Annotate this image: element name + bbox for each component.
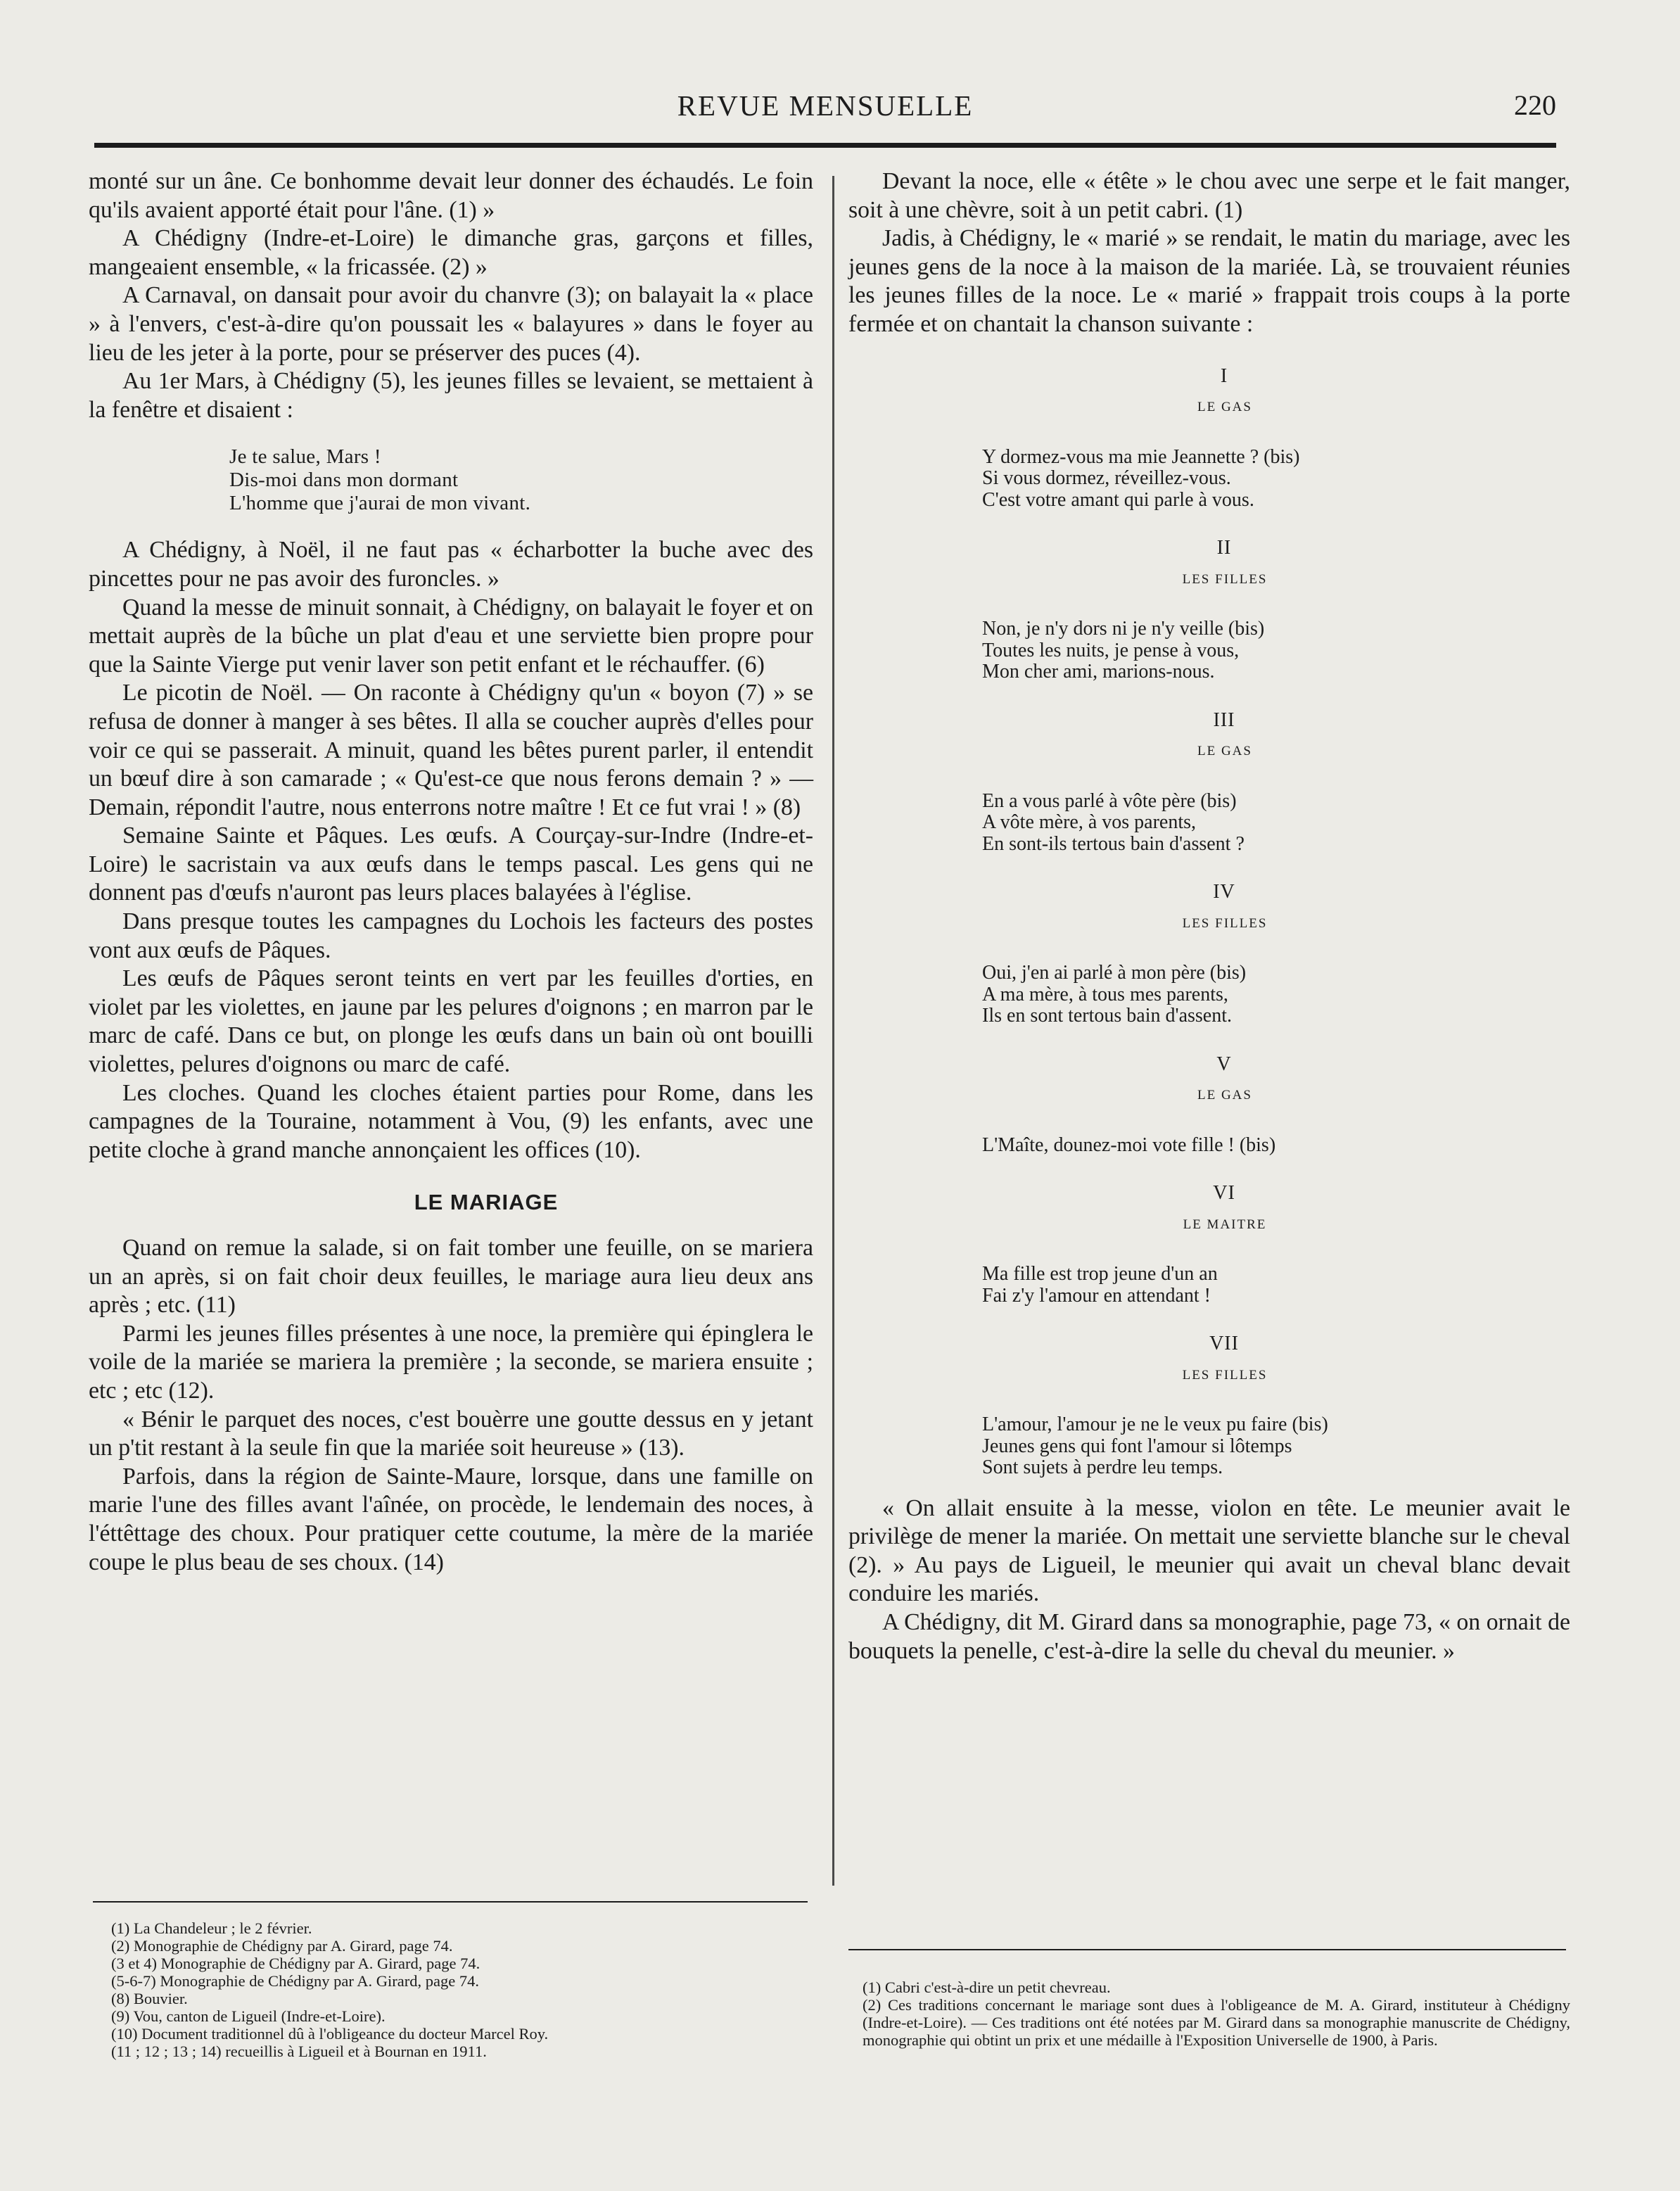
- stanza-number: IV: [1213, 881, 1235, 903]
- header-rule: [94, 143, 1556, 148]
- song-stanza: [848, 538, 1570, 683]
- song-line: Jeunes gens qui font l'amour si lôtemps: [982, 1435, 1292, 1457]
- paragraph: Parfois, dans la région de Sainte-Maure, lorsque, dans une famille on marie l'une des filles avant l'aînée, on procède, le lendemain des noces, à l'éttêttage des choux. Pour pratiquer cette coutume, la mère de la mariée coupe le plus beau de ses choux. (14): [89, 1463, 813, 1575]
- paragraph: Au 1er Mars, à Chédigny (5), les jeunes filles se levaient, se mettaient à la fenêtre et disaient :: [89, 368, 813, 423]
- stanza-speaker: LE GAS: [1197, 400, 1252, 415]
- stanza-number: V: [1216, 1053, 1232, 1075]
- paragraph: Les œufs de Pâques seront teints en vert par les feuilles d'orties, en violet par les violettes, en jaune par les pelures d'oignons ; en marron par le marc de café. Dans ce but, on plonge les œufs dans un bain où ont bouilli violettes, pelures d'oignons ou marc de café.: [89, 965, 813, 1078]
- stanza-number: VI: [1213, 1182, 1235, 1205]
- footnote: (11 ; 12 ; 13 ; 14) recueillis à Ligueil et à Bournan en 1911.: [111, 2043, 487, 2060]
- footnote-rule: [848, 1949, 1566, 1950]
- song-line: Si vous dormez, réveillez-vous.: [982, 467, 1231, 490]
- page-number: 220: [1514, 89, 1556, 121]
- paragraph: Jadis, à Chédigny, le « marié » se rendait, le matin du mariage, avec les jeunes gens de la noce à la maison de la mariée. Là, se trouvaient réunies les jeunes filles de la noce. Le « marié » frappait trois coups à la porte fermée et on chantait la chanson suivante :: [848, 225, 1570, 337]
- paragraph: Le picotin de Noël. — On raconte à Chédigny qu'un « boyon (7) » se refusa de donner à manger à ses bêtes. Il alla se coucher auprès d'elles pour voir ce qui se passerait. A minuit, quand les bêtes purent parler, il entendit un bœuf dire à son camarade ; « Qu'est-ce que nous ferons demain ? » — Demain, répondit l'autre, nous enterrons notre maître ! Et ce fut vrai ! » (8): [89, 680, 813, 820]
- paragraph: Semaine Sainte et Pâques. Les œufs. A Courçay-sur-Indre (Indre-et-Loire) le sacristain va aux œufs dans le temps pascal. Les gens qui ne donnent pas d'œufs n'auront pas leurs places balayées à l'église.: [89, 823, 813, 906]
- stanza-speaker: LES FILLES: [1182, 1367, 1268, 1383]
- footnote: (3 et 4) Monographie de Chédigny par A. Girard, page 74.: [111, 1955, 481, 1972]
- song-stanza: [848, 366, 1570, 512]
- footnote: (9) Vou, canton de Ligueil (Indre-et-Loire).: [111, 2007, 386, 2025]
- stanza-speaker: LE GAS: [1197, 744, 1252, 759]
- footnote: (1) Cabri c'est-à-dire un petit chevreau.: [863, 1979, 1111, 1996]
- column-divider: [832, 176, 834, 1886]
- stanza-number: II: [1216, 537, 1232, 559]
- poem-line: Je te salue, Mars !: [229, 445, 381, 469]
- song-line: Mon cher ami, marions-nous.: [982, 661, 1215, 683]
- song-line: Non, je n'y dors ni je n'y veille (bis): [982, 618, 1265, 640]
- stanza-speaker: LE GAS: [1197, 1088, 1252, 1103]
- song-stanza: [848, 710, 1570, 856]
- song-line: C'est votre amant qui parle à vous.: [982, 488, 1254, 511]
- footnote: (2) Monographie de Chédigny par A. Girard, page 74.: [111, 1937, 453, 1955]
- stanza-number: VII: [1209, 1333, 1239, 1355]
- song-line: Sont sujets à perdre leu temps.: [982, 1456, 1223, 1479]
- journal-title: REVUE MENSUELLE: [677, 89, 974, 122]
- right-column: [848, 167, 1570, 1665]
- paragraph: Quand la messe de minuit sonnait, à Chédigny, on balayait le foyer et on mettait auprès de la bûche un plat d'eau et une serviette bien propre pour que la Sainte Vierge put venir laver son petit enfant et le réchauffer. (6): [89, 594, 813, 678]
- song-line: A ma mère, à tous mes parents,: [982, 983, 1228, 1005]
- song-line: Fai z'y l'amour en attendant !: [982, 1284, 1211, 1307]
- stanza-speaker: LES FILLES: [1182, 571, 1268, 587]
- song-stanza: [848, 1054, 1570, 1157]
- song-line: L'amour, l'amour je ne le veux pu faire (bis): [982, 1414, 1328, 1436]
- song-line: Oui, j'en ai parlé à mon père (bis): [982, 962, 1247, 984]
- page-header: [94, 84, 1556, 131]
- left-column: [89, 167, 813, 1577]
- poem: [229, 445, 813, 515]
- footnote: (8) Bouvier.: [111, 1990, 188, 2007]
- song-line: Toutes les nuits, je pense à vous,: [982, 639, 1240, 661]
- paragraph: Devant la noce, elle « étête » le chou avec une serpe et le fait manger, soit à une chèvre, soit à un petit cabri. (1): [848, 168, 1570, 223]
- song-stanza: [848, 882, 1570, 1027]
- paragraph: monté sur un âne. Ce bonhomme devait leur donner des échaudés. Le foin qu'ils avaient apporté était pour l'âne. (1) »: [89, 168, 813, 223]
- poem-line: L'homme que j'aurai de mon vivant.: [229, 492, 531, 515]
- song-line: En sont-ils tertous bain d'assent ?: [982, 832, 1245, 855]
- stanza-speaker: LE MAITRE: [1183, 1217, 1267, 1232]
- footnote: (1) La Chandeleur ; le 2 février.: [111, 1919, 312, 1937]
- stanza-speaker: LES FILLES: [1182, 915, 1268, 931]
- footnote: (10) Document traditionnel dû à l'obligeance du docteur Marcel Roy.: [111, 2025, 549, 2043]
- paragraph: A Chédigny, à Noël, il ne faut pas « écharbotter la buche avec des pincettes pour ne pas avoir des furoncles. »: [89, 537, 813, 592]
- paragraph: « On allait ensuite à la messe, violon en tête. Le meunier avait le privilège de mener la mariée. On mettait une serviette blanche sur le cheval (2). » Au pays de Ligueil, le meunier qui avait un cheval blanc devait conduire les mariés.: [848, 1494, 1570, 1607]
- section-title: LE MARIAGE: [414, 1190, 559, 1215]
- song-line: En a vous parlé à vôte père (bis): [982, 789, 1237, 812]
- paragraph: Dans presque toutes les campagnes du Lochois les facteurs des postes vont aux œufs de Pâques.: [89, 908, 813, 963]
- poem-line: Dis-moi dans mon dormant: [229, 469, 459, 492]
- paragraph: A Carnaval, on dansait pour avoir du chanvre (3); on balayait la « place » à l'envers, c'est-à-dire qu'on poussait les « balayures » dans le foyer au lieu de les jeter à la porte, pour se préserver des puces (4).: [89, 282, 813, 366]
- stanza-number: I: [1220, 364, 1228, 387]
- song-stanza: [848, 1183, 1570, 1307]
- footnote: (5-6-7) Monographie de Chédigny par A. Girard, page 74.: [111, 1972, 479, 1990]
- song-line: Ma fille est trop jeune d'un an: [982, 1263, 1218, 1285]
- song-line: Ils en sont tertous bain d'assent.: [982, 1005, 1232, 1027]
- paragraph: Les cloches. Quand les cloches étaient parties pour Rome, dans les campagnes de la Touraine, notamment à Vou, (9) les enfants, avec une petite cloche à grand manche annonçaient les offices (10).: [89, 1079, 813, 1163]
- paragraph: A Chédigny, dit M. Girard dans sa monographie, page 73, « on ornait de bouquets la penelle, c'est-à-dire la selle du cheval du meunier. »: [848, 1608, 1570, 1664]
- song-line: Y dormez-vous ma mie Jeannette ? (bis): [982, 445, 1300, 468]
- footnote: (2) Ces traditions concernant le mariage sont dues à l'obligeance de M. A. Girard, instituteur à Chédigny (Indre-et-Loire). — Ces traditions ont été notées par M. Girard dans sa monographie manuscrite de Chédigny, monographie qui obtint un prix et une médaille à l'Exposition Universelle de 1900, à Paris.: [863, 1996, 1570, 2049]
- footnote-rule: [93, 1901, 808, 1903]
- paragraph: Quand on remue la salade, si on fait tomber une feuille, on se mariera un an après, si on fait choir deux feuilles, le mariage aura lieu deux ans après ; etc. (11): [89, 1235, 813, 1319]
- paragraph: Parmi les jeunes filles présentes à une noce, la première qui épinglera le voile de la mariée se mariera la première ; la seconde, se mariera ensuite ; etc ; etc (12).: [89, 1320, 813, 1404]
- right-footnotes: [863, 1979, 1570, 2049]
- paragraph: « Bénir le parquet des noces, c'est bouèrre une goutte dessus en y jetant un p'tit restant à la seule fin que la mariée soit heureuse » (13).: [89, 1406, 813, 1461]
- song-line: A vôte mère, à vos parents,: [982, 811, 1197, 834]
- song-line: L'Maîte, dounez-moi vote fille ! (bis): [982, 1133, 1276, 1156]
- left-footnotes: [111, 1919, 808, 2060]
- paragraph: A Chédigny (Indre-et-Loire) le dimanche gras, garçons et filles, mangeaient ensemble, « la fricassée. (2) »: [89, 225, 813, 280]
- song: [848, 366, 1570, 1479]
- song-stanza: [848, 1333, 1570, 1479]
- stanza-number: III: [1213, 709, 1235, 731]
